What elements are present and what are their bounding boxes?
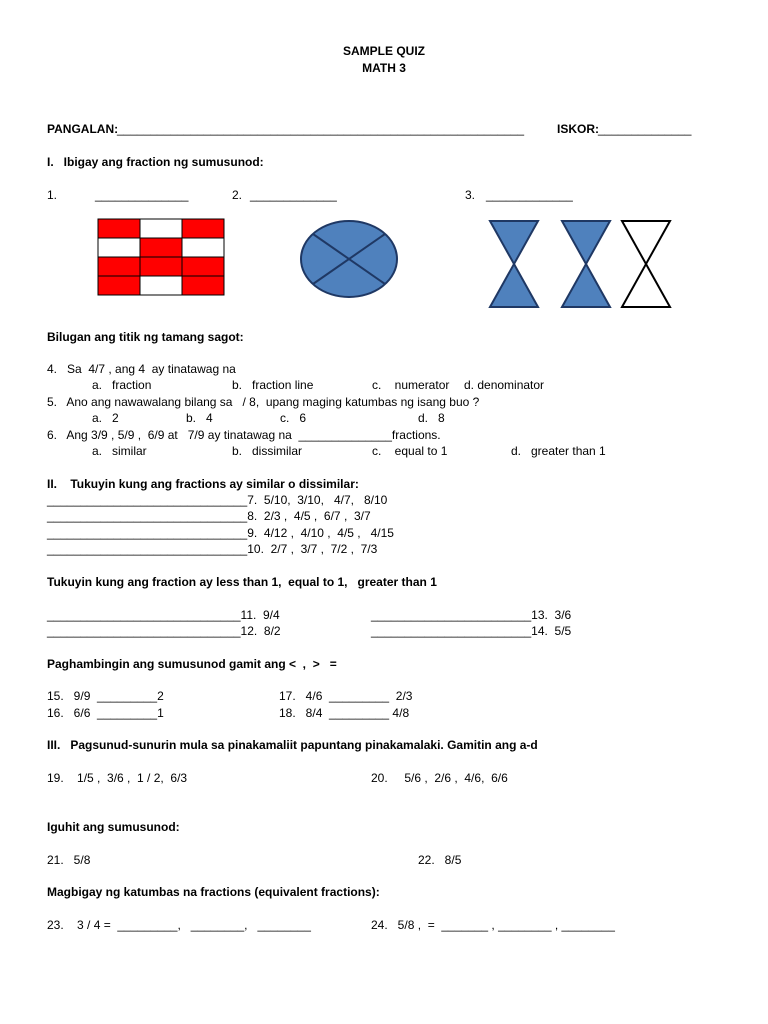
q6-choice-b: b. dissimilar [232, 444, 303, 458]
equivalent-heading: Magbigay ng katumbas na fractions (equivalent fractions): [47, 885, 380, 899]
mc-heading: Bilugan ang titik ng tamang sagot: [47, 330, 244, 344]
compare-item-12: _____________________________12. 8/2 [47, 624, 281, 638]
compare-item-13: ________________________13. 3/6 [371, 608, 572, 622]
compare-heading: Tukuyin kung ang fraction ay less than 1, equal to 1, greater than 1 [47, 575, 437, 589]
order-item-20: 20. 5/6 , 2/6 , 4/6, 6/6 [371, 771, 508, 785]
part2-heading: II. Tukuyin kung ang fractions ay similar o dissimilar: [47, 477, 359, 491]
hourglass-triangle [562, 221, 610, 264]
grid-cell [182, 276, 224, 295]
item-3-blank: _____________ [486, 188, 573, 202]
grid-cell [140, 219, 182, 238]
item-1-blank: ______________ [95, 188, 189, 202]
grid-figure [97, 218, 227, 298]
equivalent-item-24: 24. 5/8 , = _______ , ________ , ________ [371, 918, 615, 932]
hourglass-triangle [562, 264, 610, 307]
grid-cell [182, 219, 224, 238]
q4-choice-c: c. numerator [372, 378, 450, 392]
q5-stem: 5. Ano ang nawawalang bilang sa / 8, upang maging katumbas ng isang buo ? [47, 395, 480, 409]
quiz-title: SAMPLE QUIZ [342, 44, 425, 58]
item-2-blank: _____________ [250, 188, 337, 202]
item-3-number: 3. [465, 188, 476, 202]
equivalent-item-23: 23. 3 / 4 = _________, ________, ________ [47, 918, 311, 932]
q4-choice-a: a. fraction [92, 378, 152, 392]
q4-choice-d: d. denominator [464, 378, 545, 392]
score-label: ISKOR: [557, 122, 599, 136]
part1-heading: I. Ibigay ang fraction ng sumusunod: [47, 155, 264, 169]
q6-stem: 6. Ang 3/9 , 5/9 , 6/9 at 7/9 ay tinatawag na ______________fractions. [47, 428, 441, 442]
inequality-item-17: 17. 4/6 _________ 2/3 [279, 689, 413, 703]
q5-choice-d: d. 8 [418, 411, 445, 425]
similar-item: ______________________________9. 4/12 , 4/10 , 4/5 , 4/15 [47, 526, 394, 540]
similar-item: ______________________________7. 5/10, 3/10, 4/7, 8/10 [47, 493, 388, 507]
hourglass-triangle [622, 264, 670, 307]
compare-item-11: _____________________________11. 9/4 [47, 608, 280, 622]
grid-cell [98, 257, 140, 276]
grid-cell [98, 238, 140, 257]
q6-choice-d: d. greater than 1 [511, 444, 606, 458]
name-blank: _____________________________________________________________ [117, 122, 525, 136]
grid-cell [140, 276, 182, 295]
q4-choice-b: b. fraction line [232, 378, 314, 392]
draw-item-21: 21. 5/8 [47, 853, 91, 867]
q5-choice-b: b. 4 [186, 411, 213, 425]
q5-choice-a: a. 2 [92, 411, 119, 425]
name-label: PANGALAN: [47, 122, 119, 136]
inequality-item-18: 18. 8/4 _________ 4/8 [279, 706, 410, 720]
hourglass-triangle [490, 264, 538, 307]
q5-choice-c: c. 6 [280, 411, 307, 425]
q6-choice-a: a. similar [92, 444, 147, 458]
similar-item: ______________________________8. 2/3 , 4/5 , 6/7 , 3/7 [47, 509, 371, 523]
circle-figure [298, 218, 400, 302]
grid-cell [140, 238, 182, 257]
hourglass-figure [486, 218, 676, 310]
hourglass-triangle [622, 221, 670, 264]
item-1-number: 1. [47, 188, 58, 202]
item-2-number: 2. [232, 188, 243, 202]
hourglass-triangle [490, 221, 538, 264]
similar-item: ______________________________10. 2/7 , 3/7 , 7/2 , 7/3 [47, 542, 378, 556]
q6-choice-c: c. equal to 1 [372, 444, 448, 458]
grid-cell [98, 276, 140, 295]
grid-cell [98, 219, 140, 238]
q4-stem: 4. Sa 4/7 , ang 4 ay tinatawag na [47, 362, 236, 376]
grid-cell [140, 257, 182, 276]
order-item-19: 19. 1/5 , 3/6 , 1 / 2, 6/3 [47, 771, 188, 785]
part3-heading: III. Pagsunud-sunurin mula sa pinakamaliit papuntang pinakamalaki. Gamitin ang a-d [47, 738, 538, 752]
compare-item-14: ________________________14. 5/5 [371, 624, 572, 638]
quiz-subject: MATH 3 [362, 61, 406, 75]
draw-item-22: 22. 8/5 [418, 853, 462, 867]
inequality-heading: Paghambingin ang sumusunod gamit ang < , > = [47, 657, 337, 671]
grid-cell [182, 257, 224, 276]
grid-cell [182, 238, 224, 257]
score-blank: ______________ [598, 122, 692, 136]
draw-heading: Iguhit ang sumusunod: [47, 820, 180, 834]
inequality-item-16: 16. 6/6 _________1 [47, 706, 164, 720]
inequality-item-15: 15. 9/9 _________2 [47, 689, 164, 703]
